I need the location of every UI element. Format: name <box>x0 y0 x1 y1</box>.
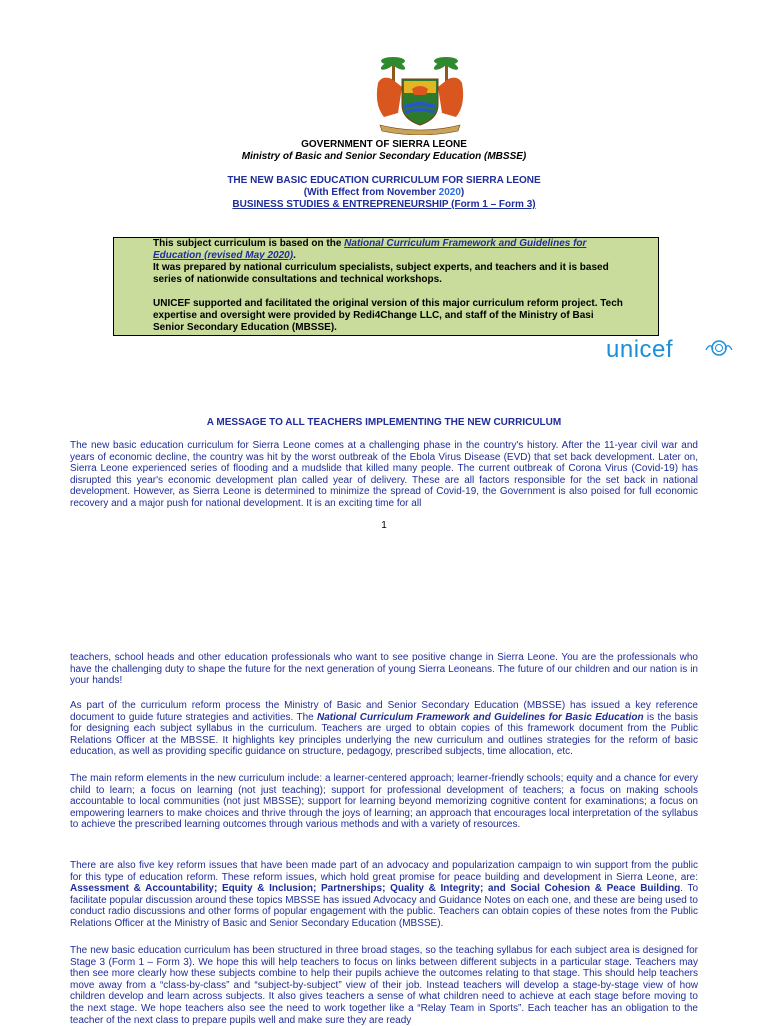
page2-paragraph-1: teachers, school heads and other education professionals who want to see positive change in Sierra Leone. You are the professionals who have the challenging duty to shape the future for the next generation of young Sierra Leoneans. The future of our children and our nation is in your hands! <box>70 652 698 687</box>
p2-text-c: is the basis for designing each subject syllabus in the curriculum. Teachers are urged to obtain copies of this framework document from the Public Relations Officer at the MBSSE. It highlights key principles underlying the new curriculum and outlines strategies for the reform of basic education, as well as providing specific guidance on structure, pedagogy, prescribed subjects, time allocation, etc. <box>70 711 699 758</box>
info-line-7: Senior Secondary Education (MBSSE). <box>153 322 337 333</box>
page2-paragraph-5: The new basic education curriculum has been structured in three broad stages, so the teaching syllabus for each subject area is designed for Stage 3 (Form 1 – Form 3). We hope this will help teachers to focus on links between different subjects in a particular stage. Teachers may then see more clearly how these subjects combine to help their pupils achieve the outcomes relating to that stage. This should help teachers move away from a “class-by-class” and “subject-by-subject” view of their job. Instead teachers will develop a stage-by-stage view of how children develop and learn across subjects. It also gives teachers a sense of what children need to achieve at each stage before moving to the next stage. We hope teachers also see the need to work together like a “Relay Team in Sports”. Each teacher has an obligation to the teacher of the next class to prepare pupils well and make sure they are ready <box>70 945 698 1026</box>
curriculum-title: THE NEW BASIC EDUCATION CURRICULUM FOR SIERRA LEONE <box>227 175 541 186</box>
framework-document-title: National Curriculum Framework and Guidelines for Basic Education <box>317 711 644 723</box>
page2-paragraph-3: The main reform elements in the new curriculum include: a learner-centered approach; learner-friendly schools; equity and a chance for every child to learn; a focus on learning (not just teaching); support for professional development of teachers; a focus on making schools accountable to local communities (not just MBSSE); support for learning beyond memorizing cognitive content for examinations; a focus on empowering learners to make choices and thrive through the joys of learning; an approach that encourages local interpretation of the syllabus to achieve the prescribed learning outcomes through various methods and with a variety of resources. <box>70 773 698 831</box>
message-title: A MESSAGE TO ALL TEACHERS IMPLEMENTING THE NEW CURRICULUM <box>206 417 562 428</box>
page2-paragraph-4 <box>70 860 698 930</box>
info-line-5: UNICEF supported and facilitated the original version of this major curriculum reform project. Tech <box>153 298 623 309</box>
page-number: 1 <box>381 520 387 531</box>
unicef-logo-text: unicef <box>606 336 674 363</box>
ministry-heading: Ministry of Basic and Senior Secondary Education (MBSSE) <box>241 151 527 162</box>
reform-issues-list: Assessment & Accountability; Equity & Inclusion; Partnerships; Quality & Integrity; and Social Cohesion & Peace Building <box>70 883 681 895</box>
p4-text-c: . To facilitate popular discussion around these topics MBSSE has issued Advocacy and Guidance Notes on each one, and these are being used to conduct radio discussions and other forms of popular engagement with the public. Teachers can obtain copies of these notes from the Public Relations Officer at the Ministry of Basic and Senior Secondary Education (MBSSE). <box>70 883 699 929</box>
subject-heading: BUSINESS STUDIES & ENTREPRENEURSHIP (Form 1 – Form 3) <box>232 199 536 210</box>
p2-text-a: As part of the curriculum reform process the Ministry of Basic and Senior Secondary Education (MBSSE) has issued a key reference document to guide future strategies and activities. The <box>70 700 698 723</box>
p4-text-a: There are also five key reform issues that have been made part of an advocacy and popularization campaign to win support from the public for this type of education reform. These reform issues, which hold great promise for peace building and development in Sierra Leone, are: <box>70 860 698 883</box>
info-line-4: series of nationwide consultations and technical workshops. <box>153 274 442 285</box>
framework-link-continued[interactable]: Education (revised May 2020) <box>153 250 294 261</box>
info-line-3: It was prepared by national curriculum specialists, subject experts, and teachers and it is based <box>153 262 609 273</box>
framework-link[interactable]: National Curriculum Framework and Guidelines for <box>344 238 587 249</box>
info-line-1 <box>153 238 659 250</box>
unicef-globe-icon <box>704 340 734 356</box>
info-line-1-text: This subject curriculum is based on the <box>153 238 345 249</box>
info-line-6: expertise and oversight were provided by Redi4Change LLC, and staff of the Ministry of Basi <box>153 310 594 321</box>
effect-year: 2020 <box>438 187 461 198</box>
effect-suffix: ) <box>460 187 465 198</box>
curriculum-info-box <box>113 237 659 336</box>
effect-prefix: (With Effect from November <box>303 187 439 198</box>
page1-paragraph: The new basic education curriculum for Sierra Leone comes at a challenging phase in the country's history. After the 11-year civil war and years of economic decline, the country was hit by the worst outbreak of the Ebola Virus Disease (EVD) that set back development. Later on, Sierra Leone experienced series of flooding and a mudslide that killed many people. The current outbreak of Corona Virus (Covid-19) has disrupted this year's economic development plan called year of delivery. These are all factors responsible for the set back in national development. However, as Sierra Leone is determined to minimize the spread of Covid-19, the Government is also poised for full economic recovery and a major push for national development. It is an exciting time for all <box>70 440 698 509</box>
info-line-2 <box>153 250 659 262</box>
info-line-2-suffix: . <box>293 250 296 261</box>
page2-paragraph-2 <box>70 700 698 758</box>
effect-date-line <box>0 187 768 199</box>
coat-of-arms-emblem <box>368 53 472 135</box>
government-heading: GOVERNMENT OF SIERRA LEONE <box>301 139 467 150</box>
